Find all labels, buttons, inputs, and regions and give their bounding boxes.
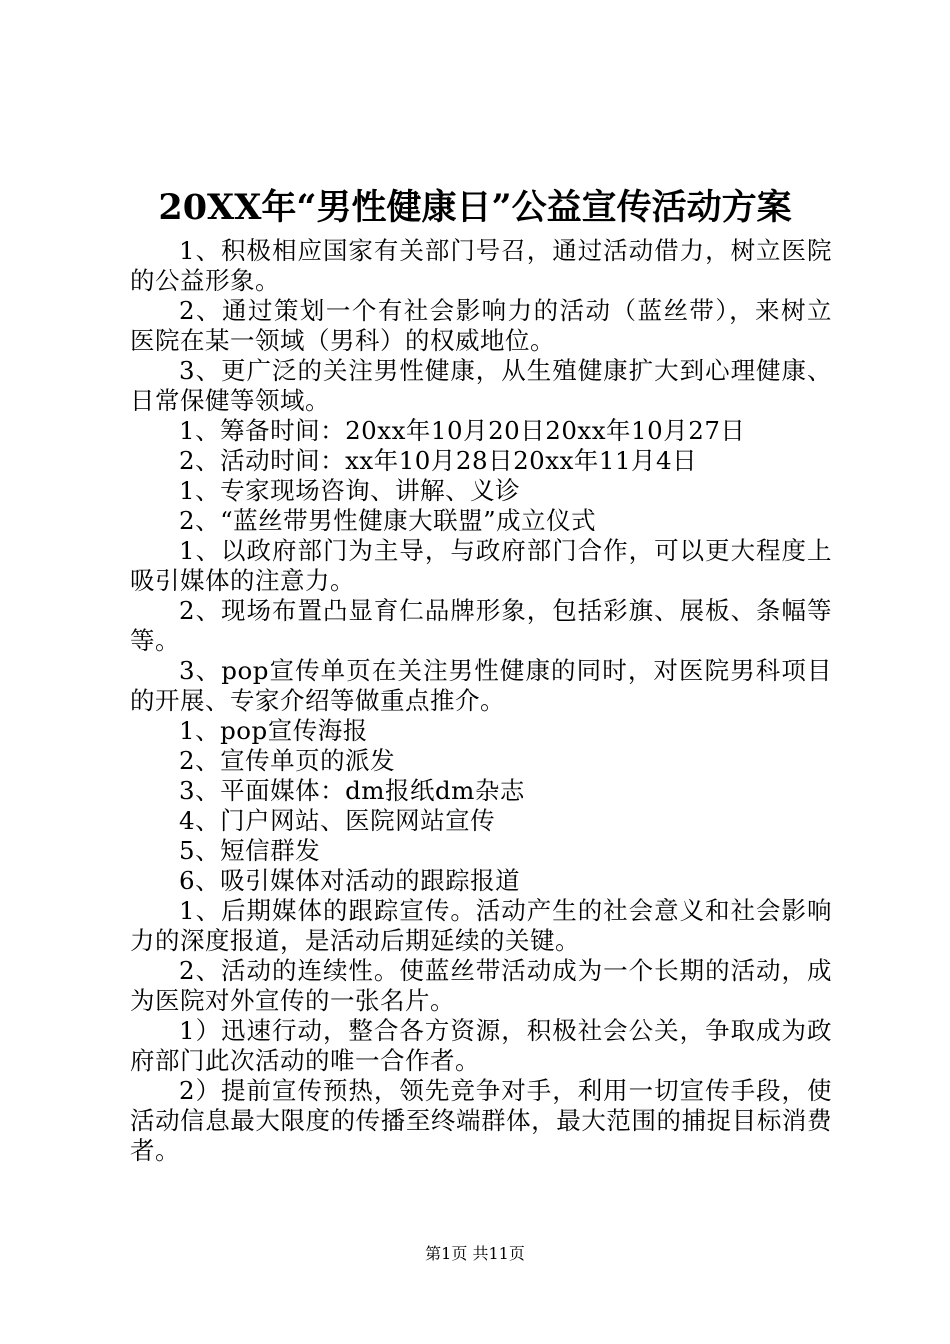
paragraph: 4、门户网站、医院网站宣传 — [179, 806, 496, 835]
paragraph: 1、以政府部门为主导，与政府部门合作，可以更大程度上吸引媒体的注意力。 — [130, 536, 832, 595]
paragraph: 1、专家现场咨询、讲解、义诊 — [179, 476, 521, 505]
paragraph: 2）提前宣传预热，领先竞争对手，利用一切宣传手段，使活动信息最大限度的传播至终端群体，最大范围的捕捉目标消费者。 — [130, 1076, 832, 1165]
paragraph: 2、通过策划一个有社会影响力的活动（蓝丝带），来树立医院在某一领域（男科）的权威地位。 — [130, 296, 832, 355]
paragraph: 5、短信群发 — [179, 836, 321, 865]
paragraph: 1）迅速行动，整合各方资源，积极社会公关，争取成为政府部门此次活动的唯一合作者。 — [130, 1016, 832, 1075]
document-body — [130, 236, 832, 1166]
paragraph: 2、现场布置凸显育仁品牌形象，包括彩旗、展板、条幅等等。 — [130, 596, 832, 655]
page-total: 共11页 — [472, 1244, 525, 1263]
paragraph: 2、宣传单页的派发 — [179, 746, 396, 775]
paragraph: 1、积极相应国家有关部门号召，通过活动借力，树立医院的公益形象。 — [130, 236, 832, 295]
document-title: 20XX年“男性健康日”公益宣传活动方案 — [158, 187, 792, 228]
paragraph: 1、筹备时间：20xx年10月20日20xx年10月27日 — [179, 416, 746, 445]
page-footer — [0, 1243, 950, 1265]
paragraph: 3、pop宣传单页在关注男性健康的同时，对医院男科项目的开展、专家介绍等做重点推介。 — [130, 656, 832, 715]
paragraph: 6、吸引媒体对活动的跟踪报道 — [179, 866, 521, 895]
paragraph: 1、pop宣传海报 — [179, 716, 368, 745]
paragraph: 1、后期媒体的跟踪宣传。活动产生的社会意义和社会影响力的深度报道，是活动后期延续的关键。 — [130, 896, 832, 955]
paragraph: 3、更广泛的关注男性健康，从生殖健康扩大到心理健康、日常保健等领域。 — [130, 356, 832, 415]
paragraph: 2、活动时间：xx年10月28日20xx年11月4日 — [179, 446, 698, 475]
paragraph: 2、活动的连续性。使蓝丝带活动成为一个长期的活动，成为医院对外宣传的一张名片。 — [130, 956, 832, 1015]
paragraph: 2、“蓝丝带男性健康大联盟”成立仪式 — [179, 506, 597, 535]
paragraph: 3、平面媒体：dm报纸dm杂志 — [179, 776, 525, 805]
page-number: 第1页 — [425, 1244, 468, 1263]
